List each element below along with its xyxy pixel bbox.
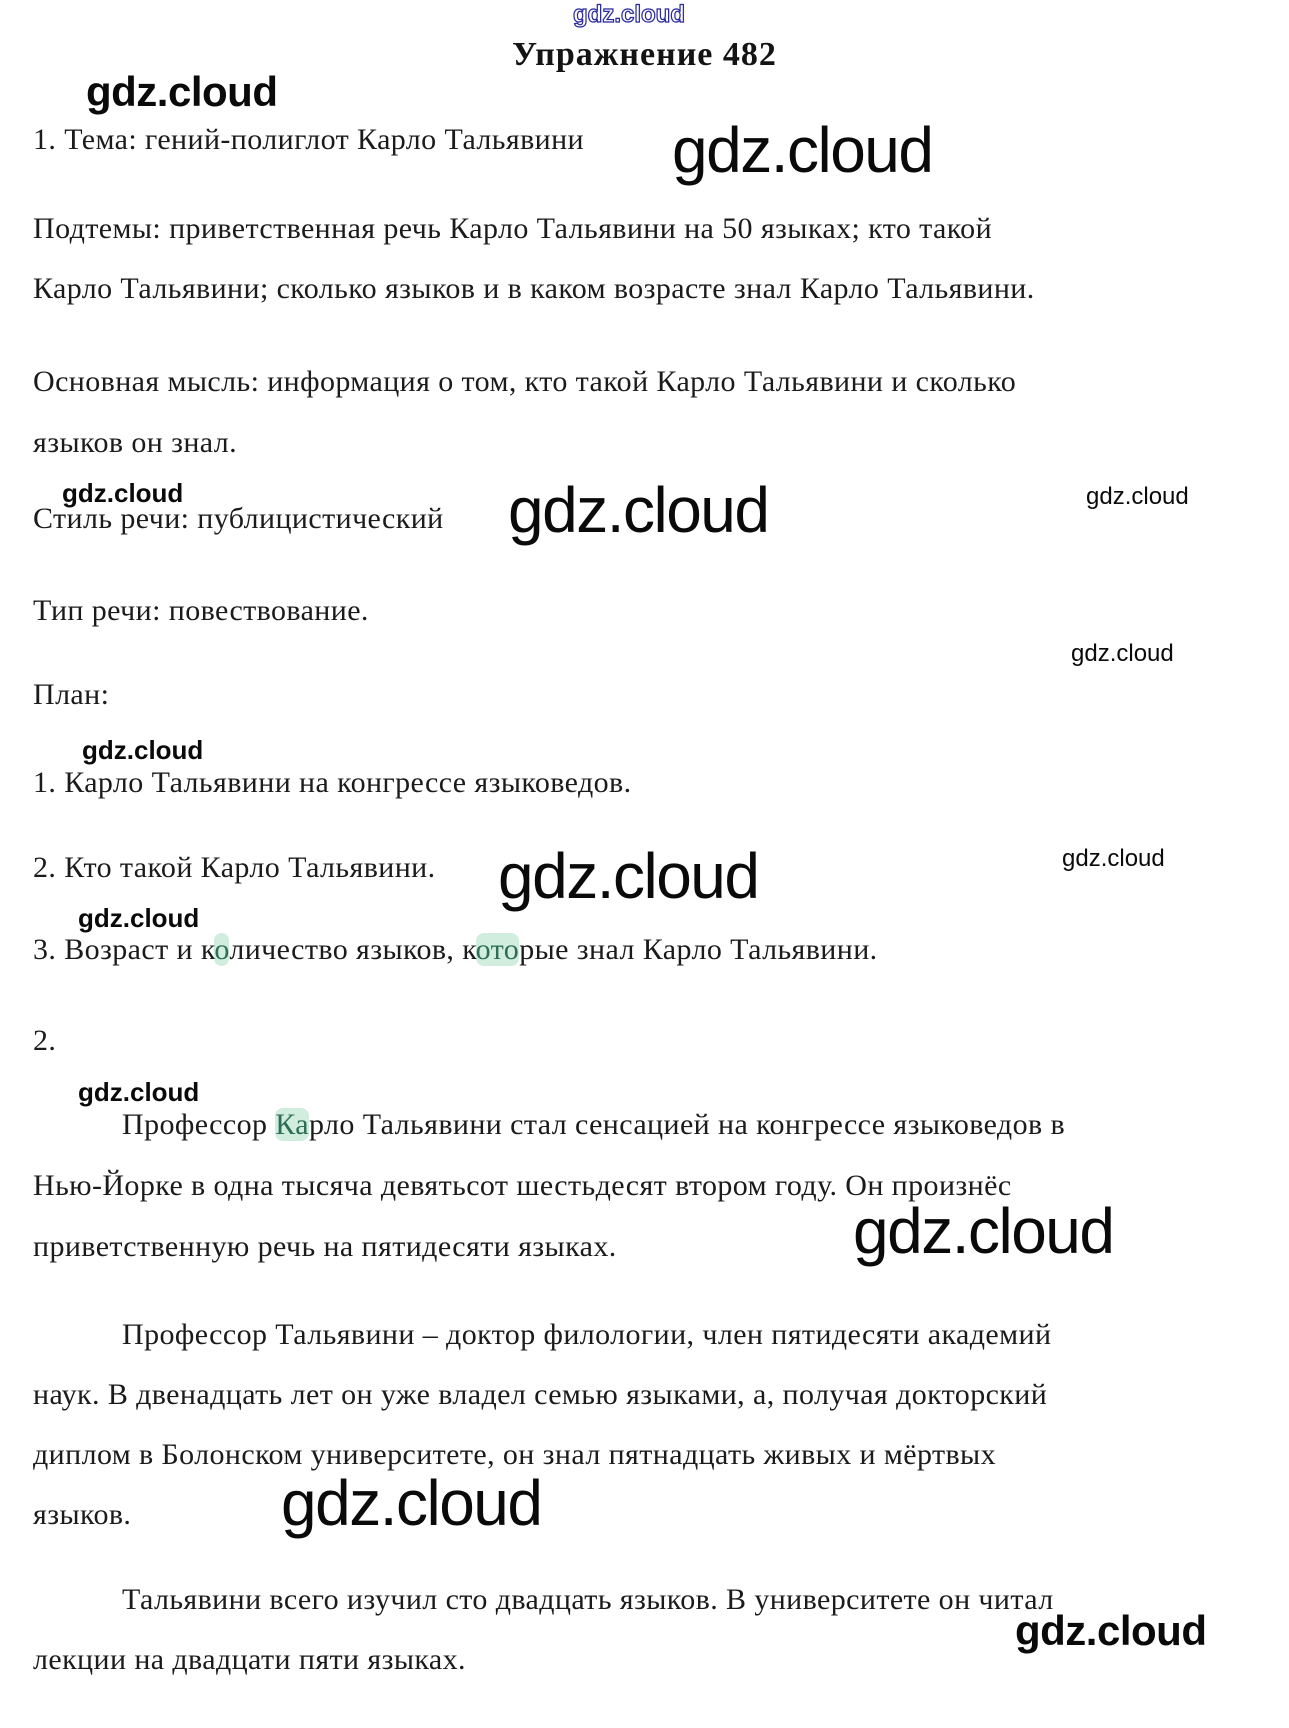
text-line: Стиль речи: публицистический xyxy=(33,502,444,535)
gdz-cloud-watermark: gdz.cloud xyxy=(1062,845,1165,872)
text-line: Основная мысль: информация о том, кто такой Карло Тальявини и сколько xyxy=(33,365,1017,398)
highlighted-text: о xyxy=(214,933,230,966)
text-line: лекции на двадцати пяти языках. xyxy=(33,1643,466,1676)
text-segment: рло Тальявини стал сенсацией на конгрессе языковедов в xyxy=(309,1108,1066,1141)
text-line: 1. Тема: гений-полиглот Карло Тальявини xyxy=(33,123,585,156)
text-line: 1. Карло Тальявини на конгрессе языковедов. xyxy=(33,766,632,799)
text-line: План: xyxy=(33,678,110,711)
gdz-cloud-watermark: gdz.cloud xyxy=(853,1195,1114,1267)
gdz-cloud-watermark: gdz.cloud xyxy=(498,840,759,912)
gdz-cloud-watermark: gdz.cloud xyxy=(508,474,769,546)
text-line: Профессор Тальявини – доктор филологии, член пятидесяти академий xyxy=(122,1318,1052,1351)
gdz-cloud-watermark: gdz.cloud xyxy=(1015,1607,1207,1654)
text-line: Нью-Йорке в одна тысяча девятьсот шестьдесят втором году. Он произнёс xyxy=(33,1169,1012,1202)
text-line: Карло Тальявини; сколько языков и в каком возрасте знал Карло Тальявини. xyxy=(33,272,1035,305)
text-line: языков он знал. xyxy=(33,426,238,459)
gdz-cloud-watermark: gdz.cloud xyxy=(672,114,933,186)
text-line: языков. xyxy=(33,1498,132,1531)
gdz-cloud-watermark: gdz.cloud xyxy=(82,735,204,765)
gdz-cloud-watermark: gdz.cloud xyxy=(62,478,184,508)
text-line: приветственную речь на пятидесяти языках. xyxy=(33,1230,617,1263)
text-line: Тальявини всего изучил сто двадцать языков. В университете он читал xyxy=(122,1583,1054,1616)
exercise-title: Упражнение 482 xyxy=(512,36,777,73)
gdz-cloud-watermark: gdz.cloud xyxy=(78,903,200,933)
text-segment: рые знал Карло Тальявини. xyxy=(519,933,878,966)
gdz-cloud-watermark: gdz.cloud xyxy=(86,68,278,115)
gdz-cloud-watermark: gdz.cloud xyxy=(78,1077,200,1107)
text-line: 2. Кто такой Карло Тальявини. xyxy=(33,851,436,884)
text-line: Подтемы: приветственная речь Карло Тальявини на 50 языках; кто такой xyxy=(33,212,993,245)
gdz-cloud-watermark: gdz.cloud xyxy=(1086,483,1189,510)
gdz-cloud-watermark: gdz.cloud xyxy=(281,1467,542,1539)
text-segment: личество языков, к xyxy=(229,933,476,966)
text-line: диплом в Болонском университете, он знал пятнадцать живых и мёртвых xyxy=(33,1438,996,1471)
text-segment: 3. Возраст и к xyxy=(33,933,215,966)
highlighted-text: Ка xyxy=(275,1108,310,1141)
text-line: 2. xyxy=(33,1024,57,1057)
text-line xyxy=(122,1108,1065,1142)
text-segment: Профессор xyxy=(122,1108,276,1141)
gdz-cloud-watermark: gdz.cloud xyxy=(1071,640,1174,667)
highlighted-text: ото xyxy=(475,933,520,966)
gdz-cloud-watermark: gdz.cloud xyxy=(573,1,685,28)
text-line: наук. В двенадцать лет он уже владел семью языками, а, получая докторский xyxy=(33,1378,1048,1411)
text-line: Тип речи: повествование. xyxy=(33,594,369,627)
text-line xyxy=(33,933,878,967)
